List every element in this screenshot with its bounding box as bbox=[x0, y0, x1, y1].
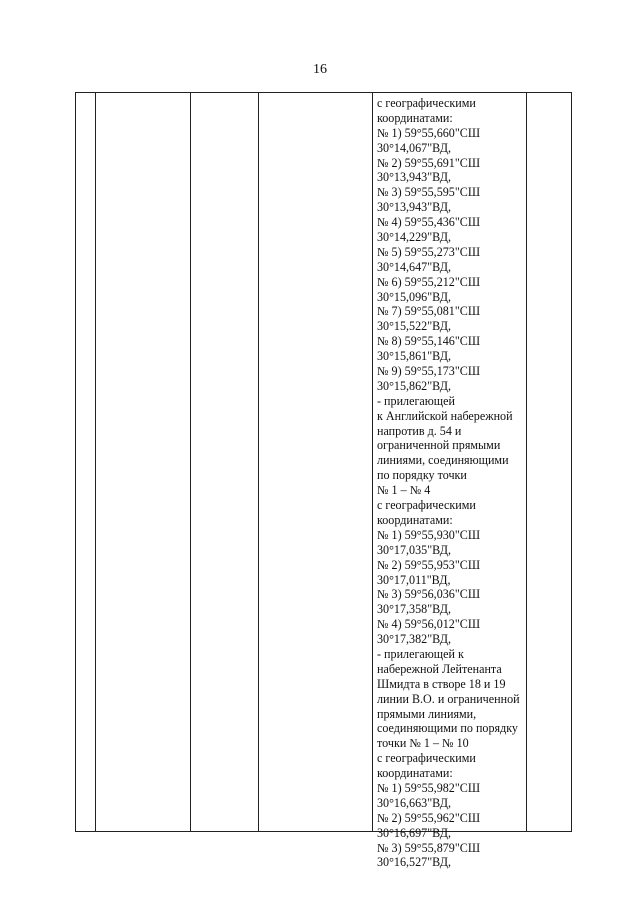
cell-text-line: координатами: bbox=[377, 110, 453, 125]
cell-text-line: № 2) 59°55,962"СШ bbox=[377, 810, 481, 825]
cell-text-line: координатами: bbox=[377, 766, 453, 781]
cell-text-line: - прилегающей bbox=[377, 393, 455, 408]
cell-text-line: 30°15,522"ВД, bbox=[377, 319, 452, 334]
cell-text-line: соединяющими по порядку bbox=[377, 721, 518, 736]
cell-text-line: 30°17,358"ВД, bbox=[377, 602, 452, 617]
cell-text-line: 30°15,861"ВД, bbox=[377, 349, 452, 364]
cell-text-line: № 5) 59°55,273"СШ bbox=[377, 244, 481, 259]
cell-text-line: 30°14,229"ВД, bbox=[377, 230, 452, 245]
column-divider bbox=[372, 93, 373, 831]
cell-text-line: № 4) 59°55,436"СШ bbox=[377, 215, 481, 230]
column-divider bbox=[258, 93, 259, 831]
cell-text-line: набережной Лейтенанта bbox=[377, 661, 502, 676]
cell-text-line: с географическими bbox=[377, 96, 476, 110]
cell-text-line: Шмидта в створе 18 и 19 bbox=[377, 676, 506, 691]
cell-text-line: с географическими bbox=[377, 498, 476, 513]
cell-text-line: № 2) 59°55,953"СШ bbox=[377, 557, 481, 572]
cell-text-line: 30°17,035"ВД, bbox=[377, 542, 452, 557]
table-border-left bbox=[75, 93, 76, 831]
table-border-right bbox=[571, 93, 572, 831]
cell-text-line: 30°15,096"ВД, bbox=[377, 289, 452, 304]
cell-text-line: 30°17,382"ВД, bbox=[377, 632, 452, 647]
cell-text-line: ограниченной прямыми bbox=[377, 438, 501, 453]
table-cell-description bbox=[377, 96, 525, 870]
cell-text-line: № 9) 59°55,173"СШ bbox=[377, 364, 481, 379]
cell-text-line: № 3) 59°56,036"СШ bbox=[377, 587, 481, 602]
cell-text-line: по порядку точки bbox=[377, 468, 467, 483]
cell-text-line: № 2) 59°55,691"СШ bbox=[377, 155, 481, 170]
cell-text-line: № 1) 59°55,982"СШ bbox=[377, 780, 481, 795]
cell-text-line: № 3) 59°55,595"СШ bbox=[377, 185, 481, 200]
cell-text-line: точки № 1 – № 10 bbox=[377, 736, 469, 751]
cell-text-line: № 1) 59°55,660"СШ bbox=[377, 125, 481, 140]
cell-text-line: напротив д. 54 и bbox=[377, 423, 462, 438]
cell-text-line: 30°16,527"ВД, bbox=[377, 855, 452, 870]
cell-text-line: к Английской набережной bbox=[377, 408, 513, 423]
cell-text-line: 30°14,647"ВД, bbox=[377, 259, 452, 274]
cell-text-line: линиями, соединяющими bbox=[377, 453, 509, 468]
cell-text-line: с географическими bbox=[377, 751, 476, 766]
cell-text-line: 30°15,862"ВД, bbox=[377, 378, 452, 393]
cell-text-line: № 4) 59°56,012"СШ bbox=[377, 617, 481, 632]
cell-text-line: № 8) 59°55,146"СШ bbox=[377, 334, 481, 349]
column-divider bbox=[190, 93, 191, 831]
page-number: 16 bbox=[313, 62, 327, 77]
cell-text-line: № 3) 59°55,879"СШ bbox=[377, 840, 481, 855]
cell-text-line: 30°14,067"ВД, bbox=[377, 140, 452, 155]
cell-text-line: № 7) 59°55,081"СШ bbox=[377, 304, 481, 319]
coordinates-table bbox=[75, 92, 572, 870]
cell-text-line: 30°13,943"ВД, bbox=[377, 170, 452, 185]
cell-text-line: - прилегающей к bbox=[377, 646, 464, 661]
column-divider bbox=[526, 93, 527, 831]
cell-text-line: 30°13,943"ВД, bbox=[377, 200, 452, 215]
column-divider bbox=[95, 93, 96, 831]
cell-text-line: № 1) 59°55,930"СШ bbox=[377, 527, 481, 542]
cell-text-line: координатами: bbox=[377, 512, 453, 527]
cell-text-line: прямыми линиями, bbox=[377, 706, 477, 721]
cell-text-line: 30°17,011"ВД, bbox=[377, 572, 451, 587]
cell-text-line: № 6) 59°55,212"СШ bbox=[377, 274, 481, 289]
cell-text-line: № 1 – № 4 bbox=[377, 483, 431, 498]
cell-text-line: 30°16,697"ВД, bbox=[377, 825, 452, 840]
cell-text-line: линии В.О. и ограниченной bbox=[377, 691, 520, 706]
cell-text-line: 30°16,663"ВД, bbox=[377, 795, 452, 810]
